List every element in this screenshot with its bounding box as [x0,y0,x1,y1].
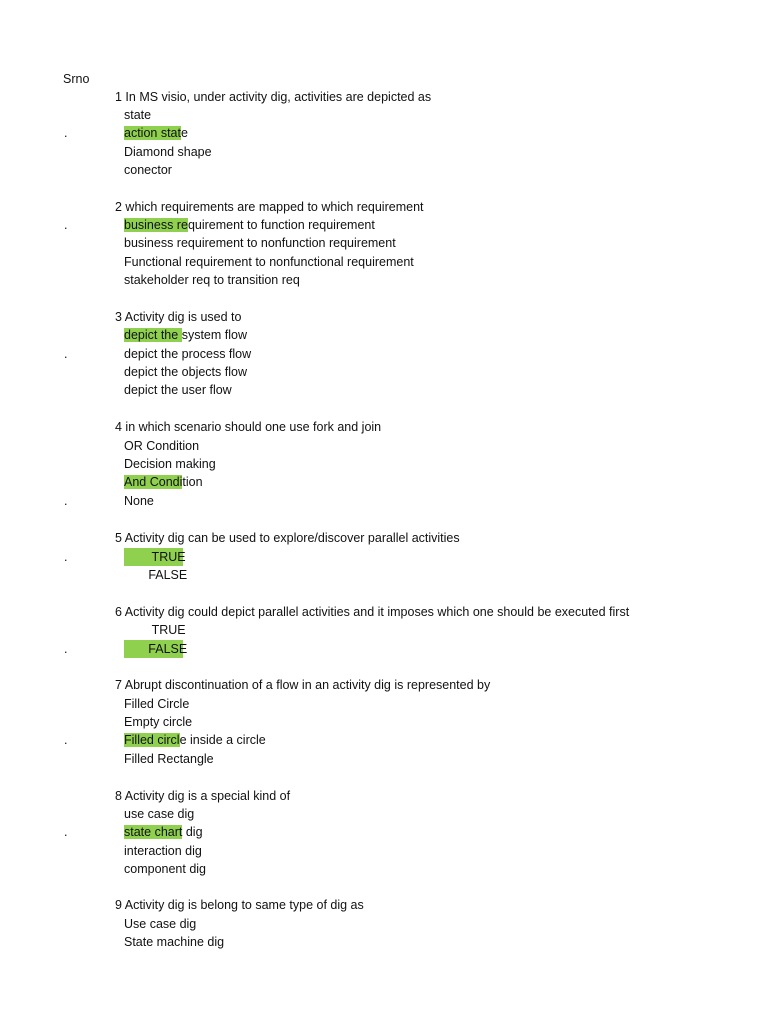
answer-marker: . [64,347,68,361]
answer-marker: . [64,825,68,839]
q2-option-4: stakeholder req to transition req [124,273,300,287]
q8-option-1: use case dig [124,807,195,821]
q2-option-2: business requirement to nonfunction requirement [124,236,396,250]
question-6: 6 Activity dig could depict parallel activities and it imposes which one should be executed first [115,605,630,619]
q4-option-4: None [124,494,154,508]
q3-option-2: depict the process flow [124,347,252,361]
question-5: 5 Activity dig can be used to explore/discover parallel activities [115,531,460,545]
answer-highlight: And Condi [124,475,183,489]
question-9: 9 Activity dig is belong to same type of dig as [115,898,364,912]
answer-marker: . [64,126,68,140]
answer-marker: . [64,642,68,656]
q6-option-false [124,640,188,658]
answer-marker: . [64,733,68,747]
q5-option-false: FALSE [148,568,188,582]
q2-option-1: business requirement to function requirement [124,218,375,232]
q9-option-1: Use case dig [124,917,197,931]
q1-option-1: state [124,108,152,122]
q4-option-3: And Condition [124,475,203,489]
answer-marker: . [64,494,68,508]
answer-marker: . [64,550,68,564]
srno-header: Srno [63,72,90,86]
q1-option-3: Diamond shape [124,145,212,159]
q7-option-4: Filled Rectangle [124,752,214,766]
answer-highlight: depict the [124,328,182,342]
q7-option-1: Filled Circle [124,697,190,711]
q9-option-2: State machine dig [124,935,225,949]
q6-option-true: TRUE [151,623,186,637]
q3-option-4: depict the user flow [124,383,232,397]
answer-marker: . [64,218,68,232]
question-8: 8 Activity dig is a special kind of [115,789,291,803]
question-7: 7 Abrupt discontinuation of a flow in an activity dig is represented by [115,678,491,692]
answer-highlight: TRUE [124,550,186,564]
answer-highlight: business re [124,218,188,232]
q3-option-1: depict the system flow [124,328,247,342]
question-1: 1 In MS visio, under activity dig, activities are depicted as [115,90,432,104]
q1-option-2: action state [124,126,188,140]
q4-option-1: OR Condition [124,439,200,453]
q4-option-2: Decision making [124,457,216,471]
q7-option-2: Empty circle [124,715,193,729]
q1-option-4: conector [124,163,172,177]
q3-option-3: depict the objects flow [124,365,247,379]
question-4: 4 in which scenario should one use fork and join [115,420,382,434]
answer-highlight: action stat [124,126,181,140]
question-2: 2 which requirements are mapped to which requirement [115,200,424,214]
answer-highlight: state chart [124,825,183,839]
answer-highlight: FALSE [124,642,188,656]
answer-highlight: Filled circl [124,733,180,747]
q5-option-true [124,548,186,566]
q8-option-3: interaction dig [124,844,202,858]
q8-option-2: state chart dig [124,825,203,839]
question-3: 3 Activity dig is used to [115,310,242,324]
q2-option-3: Functional requirement to nonfunctional requirement [124,255,414,269]
q8-option-4: component dig [124,862,207,876]
q7-option-3: Filled circle inside a circle [124,733,266,747]
